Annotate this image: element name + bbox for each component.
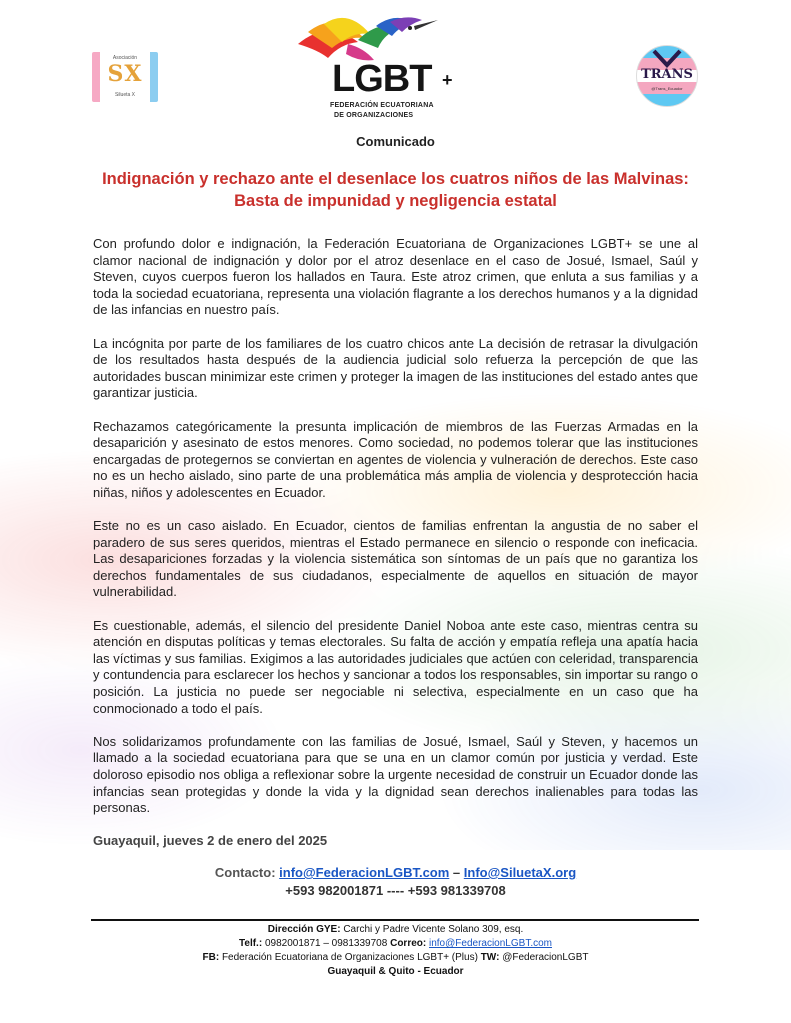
- document-body: [93, 236, 698, 867]
- footer-fb: Federación Ecuatoriana de Organizaciones LGBT+ (Plus): [221, 952, 478, 963]
- footer-mail-label: Correo:: [390, 938, 427, 949]
- contact-label: Contacto:: [214, 865, 276, 880]
- body-paragraph: La incógnita por parte de los familiares de los cuatro chicos ante La decisión de retrasar la divulgación de los resultados hasta después de la audiencia judicial solo refuerza la percepción de que las autoridades buscan minimizar este crimen y proteger la imagen de las instituciones del estado antes que garantizar justicia.: [93, 335, 698, 401]
- body-paragraph: Es cuestionable, además, el silencio del presidente Daniel Noboa ante este caso, mientras centra su atención en disputas políticas y temas electorales. Su falta de acción y empatía refleja una apatía hacia las víctimas y sus familias. Exigimos a las autoridades judiciales que actúen con celeridad, transparencia y contundencia para esclarecer los hechos y sancionar a todos los responsables, sin importar su rango o posición. La justicia no puede ser negociable ni selectiva, especialmente en un caso que ha conmocionado a todo el país.: [93, 617, 698, 716]
- body-paragraph: Rechazamos categóricamente la presunta implicación de miembros de las Fuerzas Armadas en la desaparición y asesinato de estos menores. Como sociedad, no podemos tolerar que las instituciones encargadas de protegernos se conviertan en agentes de violencia y vulneración de derechos. Este caso no es un hecho aislado, sino parte de una problemática más amplia de violencia y desprotección hacia niñas, niños y adolescentes en Ecuador.: [93, 418, 698, 500]
- lgbt-logo-plus: +: [442, 70, 453, 90]
- lgbt-logo-line-1: FEDERACIÓN ECUATORIANA: [330, 102, 434, 109]
- footer-address: Carchi y Padre Vicente Solano 309, esq.: [343, 924, 524, 935]
- lgbt-logo-word: LGBT: [332, 58, 432, 100]
- footer-city: Guayaquil & Quito - Ecuador: [327, 966, 464, 977]
- footer-tw: @FederacionLGBT: [502, 952, 589, 963]
- contact-block: [0, 864, 791, 900]
- footer-mail-link[interactable]: info@FederacionLGBT.com: [429, 938, 552, 949]
- trans-logo-subtext: @Trans_Ecuador: [651, 86, 683, 91]
- document-title: Indignación y rechazo ante el desenlace los cuatros niños de las Malvinas: Basta de impunidad y negligencia estatal: [102, 170, 689, 210]
- footer-city-line: [0, 965, 791, 979]
- contact-email-siluetax-link[interactable]: Info@SiluetaX.org: [463, 865, 577, 880]
- place-and-date: Guayaquil, jueves 2 de enero del 2025: [93, 833, 328, 849]
- silueta-x-logo: [92, 52, 158, 102]
- lgbt-logo-line-2: DE ORGANIZACIONES: [334, 112, 414, 119]
- body-paragraph: Con profundo dolor e indignación, la Federación Ecuatoriana de Organizaciones LGBT+ se une al clamor nacional de indignación y dolor por el atroz desenlace en el caso de Josué, Ismael, Saúl y Steven, cuyos cuerpos fueron los hallados en Taura. Este atroz crimen, que enluta a sus familias y a toda la sociedad ecuatoriana, representa una violación flagrante a los derechos humanos y a la dignidad de las infancias en nuestro país.: [93, 236, 698, 318]
- trans-logo: [636, 45, 698, 107]
- federacion-lgbt-logo: [288, 14, 468, 124]
- footer-phone-line: [0, 937, 791, 951]
- footer-tel: 0982001871 – 0981339708: [264, 938, 388, 949]
- contact-phones: +593 982001871 ---- +593 981339708: [285, 883, 506, 898]
- silueta-x-logo-bottom-text: Silueta X: [114, 92, 135, 98]
- trans-logo-text: TRANS: [641, 67, 693, 82]
- body-paragraph: Nos solidarizamos profundamente con las familias de Josué, Ismael, Saúl y Steven, y hacemos un llamado a la sociedad ecuatoriana para que se una en un clamor común por justicia y verdad. Este doloroso episodio nos obliga a reflexionar sobre la urgente necesidad de construir un Ecuador donde las infancias sean protegidas y donde la vida y la dignidad sean derechos inalienables para todas las personas.: [93, 733, 698, 816]
- contact-separator: –: [452, 865, 461, 880]
- footer-address-label: Dirección GYE:: [267, 924, 341, 935]
- footer-tel-label: Telf.:: [239, 938, 263, 949]
- footer-fb-label: FB:: [202, 952, 220, 963]
- footer-social-line: [0, 951, 791, 965]
- page-footer: [0, 923, 791, 979]
- contact-emails-line: [0, 864, 791, 882]
- body-paragraph: Este no es un caso aislado. En Ecuador, cientos de familias enfrentan la angustia de no saber el paradero de sus seres queridos, mientras el Estado permanece en silencio o responde con ineficacia. Las desapariciones forzadas y la violencia sistemática son síntomas de un país que no garantiza los derechos fundamentales de sus ciudadanos, especialmente de aquellos en situación de mayor vulnerabilidad.: [93, 518, 698, 600]
- document-heading: Comunicado: [356, 134, 435, 149]
- contact-email-federacion-link[interactable]: info@FederacionLGBT.com: [279, 865, 450, 880]
- footer-tw-label: TW:: [480, 952, 500, 963]
- silueta-x-logo-main-text: SX: [107, 61, 143, 87]
- footer-divider: [91, 919, 699, 921]
- footer-address-line: [0, 923, 791, 937]
- silueta-x-logo-top-text: Asociación: [112, 55, 138, 61]
